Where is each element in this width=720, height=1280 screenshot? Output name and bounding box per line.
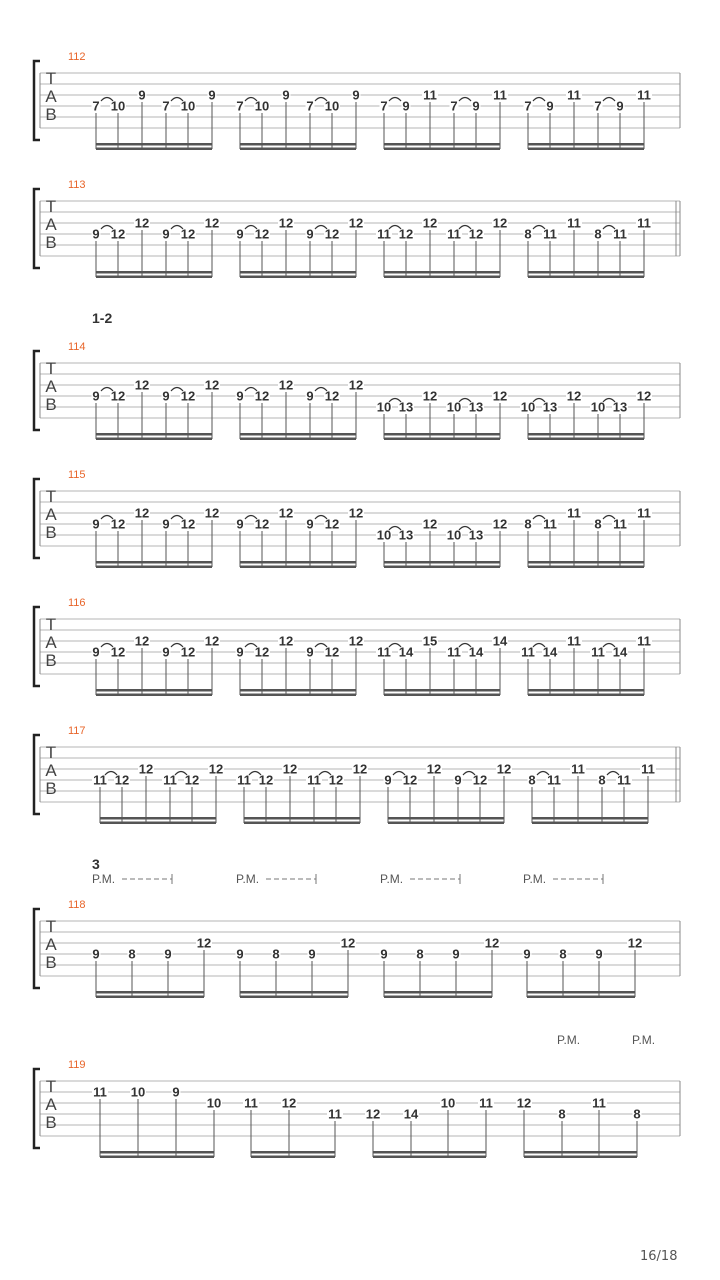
fret-number: 11 [543,516,557,532]
fret-number: 14 [468,644,484,660]
repeat-ending-label: 3 [92,856,100,872]
beam-secondary [384,148,500,151]
fret-number: 14 [542,644,558,660]
tab-clef-letter: T [45,917,57,936]
fret-number: 12 [281,1095,297,1111]
tab-clef-letter: T [45,615,57,634]
fret-number: 11 [543,226,557,242]
beam-secondary [528,566,644,569]
beam-secondary [240,996,348,999]
fret-number: 11 [591,644,605,660]
fret-number: 12 [278,505,294,521]
fret-number: 11 [244,1095,258,1111]
tab-clef-letter: A [45,377,57,396]
beam-primary [244,817,360,820]
slur-mark [603,98,615,102]
beam-secondary [96,694,212,697]
beam-secondary [384,276,500,279]
tab-clef-letter: B [45,233,57,252]
fret-number: 12 [180,516,196,532]
fret-number: 13 [468,527,484,543]
beam-primary [532,817,648,820]
fret-number: 9 [352,87,360,103]
measure-number: 112 [68,51,86,63]
fret-number: 12 [254,516,270,532]
beam-secondary [96,276,212,279]
fret-number: 12 [472,772,488,788]
beam-secondary [240,438,356,441]
palm-mute-label: P.M. [632,1033,656,1047]
beam-primary [528,433,644,436]
fret-number: 13 [398,527,414,543]
fret-number: 15 [422,633,438,649]
fret-number: 12 [492,388,508,404]
palm-mute-label: P.M. [236,872,260,886]
beam-secondary [528,438,644,441]
fret-number: 9 [306,226,314,242]
fret-number: 11 [567,633,581,649]
fret-number: 10 [446,527,462,543]
fret-number: 11 [307,772,321,788]
fret-number: 12 [254,388,270,404]
fret-number: 13 [398,399,414,415]
fret-number: 12 [426,761,442,777]
tab-clef-letter: T [45,359,57,378]
fret-number: 11 [447,644,461,660]
beam-secondary [528,148,644,151]
beam-secondary [384,438,500,441]
beam-primary [100,817,216,820]
fret-number: 12 [114,772,130,788]
fret-number: 12 [468,226,484,242]
measure-number: 117 [68,725,86,737]
fret-number: 12 [196,935,212,951]
beam-primary [96,271,212,274]
fret-number: 12 [516,1095,532,1111]
beam-primary [527,991,635,994]
fret-number: 9 [616,98,624,114]
fret-number: 11 [93,1084,107,1100]
tab-clef-letter: B [45,651,57,670]
fret-number: 9 [306,388,314,404]
tab-clef-letter: B [45,953,57,972]
fret-number: 11 [479,1095,493,1111]
fret-number: 10 [110,98,126,114]
fret-number: 10 [206,1095,222,1111]
fret-number: 8 [524,226,532,242]
fret-number: 7 [236,98,244,114]
fret-number: 12 [324,388,340,404]
fret-number: 11 [447,226,461,242]
beam-secondary [96,566,212,569]
fret-number: 9 [162,516,170,532]
fret-number: 8 [633,1106,641,1122]
fret-number: 12 [627,935,643,951]
beam-primary [373,1151,486,1154]
fret-number: 12 [184,772,200,788]
fret-number: 11 [163,772,177,788]
palm-mute-label: P.M. [380,872,404,886]
fret-number: 9 [236,644,244,660]
fret-number: 12 [282,761,298,777]
fret-number: 12 [258,772,274,788]
beam-primary [524,1151,637,1154]
system-bracket [34,1069,40,1148]
beam-secondary [240,566,356,569]
fret-number: 11 [377,226,391,242]
beam-primary [528,143,644,146]
tab-clef-letter: T [45,1077,57,1096]
beam-primary [96,433,212,436]
beam-primary [240,271,356,274]
fret-number: 11 [567,215,581,231]
fret-number: 8 [528,772,536,788]
fret-number: 11 [567,87,581,103]
fret-number: 12 [110,644,126,660]
beam-secondary [244,822,360,825]
fret-number: 12 [180,644,196,660]
tab-clef-letter: A [45,633,57,652]
tab-clef-letter: A [45,761,57,780]
system-bracket [34,351,40,430]
fret-number: 9 [236,226,244,242]
beam-secondary [373,1156,486,1159]
fret-number: 12 [340,935,356,951]
fret-number: 14 [403,1106,419,1122]
slur-mark [389,98,401,102]
beam-primary [384,561,500,564]
beam-primary [240,991,348,994]
beam-secondary [388,822,504,825]
beam-secondary [524,1156,637,1159]
beam-primary [96,561,212,564]
beam-secondary [251,1156,335,1159]
measure-number: 116 [68,597,86,609]
beam-secondary [240,694,356,697]
fret-number: 12 [208,761,224,777]
fret-number: 12 [402,772,418,788]
fret-number: 8 [272,946,280,962]
fret-number: 7 [92,98,100,114]
fret-number: 9 [402,98,410,114]
beam-primary [384,271,500,274]
fret-number: 12 [566,388,582,404]
beam-secondary [240,148,356,151]
repeat-ending-label: 1-2 [92,310,113,326]
fret-number: 12 [134,633,150,649]
system-bracket [34,189,40,268]
fret-number: 9 [162,226,170,242]
beam-secondary [384,996,492,999]
measure-number: 115 [68,469,86,481]
fret-number: 8 [128,946,136,962]
fret-number: 10 [520,399,536,415]
fret-number: 8 [524,516,532,532]
beam-primary [388,817,504,820]
fret-number: 9 [546,98,554,114]
fret-number: 11 [617,772,631,788]
fret-number: 11 [547,772,561,788]
fret-number: 9 [236,388,244,404]
beam-primary [528,271,644,274]
fret-number: 9 [162,644,170,660]
fret-number: 12 [134,505,150,521]
fret-number: 11 [637,633,651,649]
fret-number: 10 [180,98,196,114]
fret-number: 11 [613,226,627,242]
fret-number: 11 [493,87,507,103]
fret-number: 11 [592,1095,606,1111]
fret-number: 10 [130,1084,146,1100]
tab-clef-letter: A [45,215,57,234]
fret-number: 8 [594,516,602,532]
fret-number: 11 [637,215,651,231]
beam-primary [384,143,500,146]
fret-number: 14 [492,633,508,649]
beam-primary [251,1151,335,1154]
beam-primary [240,143,356,146]
fret-number: 12 [134,215,150,231]
fret-number: 12 [348,215,364,231]
beam-primary [240,433,356,436]
fret-number: 9 [162,388,170,404]
tab-clef-letter: B [45,523,57,542]
system-bracket [34,909,40,988]
page-number: 16/18 [640,1249,678,1264]
fret-number: 12 [254,644,270,660]
fret-number: 12 [204,377,220,393]
fret-number: 12 [204,215,220,231]
fret-number: 13 [612,399,628,415]
fret-number: 12 [492,215,508,231]
fret-number: 12 [110,516,126,532]
fret-number: 9 [454,772,462,788]
fret-number: 10 [590,399,606,415]
beam-secondary [532,822,648,825]
fret-number: 12 [204,633,220,649]
fret-number: 12 [138,761,154,777]
fret-number: 13 [542,399,558,415]
system-bracket [34,607,40,686]
fret-number: 12 [324,644,340,660]
fret-number: 13 [468,399,484,415]
fret-number: 14 [398,644,414,660]
tab-clef-letter: A [45,505,57,524]
fret-number: 12 [110,388,126,404]
fret-number: 9 [172,1084,180,1100]
fret-number: 10 [324,98,340,114]
tab-clef-letter: B [45,779,57,798]
fret-number: 10 [440,1095,456,1111]
fret-number: 8 [594,226,602,242]
beam-secondary [100,822,216,825]
fret-number: 7 [162,98,170,114]
fret-number: 9 [308,946,316,962]
tab-clef-letter: T [45,487,57,506]
fret-number: 9 [306,516,314,532]
fret-number: 11 [637,87,651,103]
fret-number: 11 [613,516,627,532]
fret-number: 7 [524,98,532,114]
system-bracket [34,61,40,140]
measure-number: 118 [68,899,86,911]
fret-number: 12 [134,377,150,393]
fret-number: 9 [236,516,244,532]
fret-number: 9 [236,946,244,962]
fret-number: 12 [484,935,500,951]
fret-number: 9 [282,87,290,103]
fret-number: 7 [380,98,388,114]
fret-number: 11 [328,1106,342,1122]
tab-clef-letter: T [45,197,57,216]
beam-primary [96,991,204,994]
fret-number: 9 [595,946,603,962]
palm-mute-label: P.M. [92,872,116,886]
fret-number: 11 [237,772,251,788]
beam-secondary [384,694,500,697]
fret-number: 11 [423,87,437,103]
fret-number: 7 [594,98,602,114]
fret-number: 9 [306,644,314,660]
fret-number: 12 [180,226,196,242]
beam-primary [384,689,500,692]
fret-number: 12 [348,633,364,649]
fret-number: 8 [598,772,606,788]
measure-number: 114 [68,341,86,353]
palm-mute-label: P.M. [523,872,547,886]
fret-number: 11 [567,505,581,521]
fret-number: 9 [164,946,172,962]
fret-number: 12 [278,633,294,649]
tab-clef-letter: B [45,1113,57,1132]
fret-number: 12 [398,226,414,242]
beam-secondary [384,566,500,569]
beam-secondary [528,276,644,279]
fret-number: 12 [422,516,438,532]
fret-number: 9 [92,388,100,404]
fret-number: 12 [492,516,508,532]
fret-number: 12 [365,1106,381,1122]
fret-number: 9 [208,87,216,103]
fret-number: 9 [92,644,100,660]
tab-clef-letter: A [45,1095,57,1114]
beam-secondary [96,148,212,151]
fret-number: 9 [138,87,146,103]
beam-primary [528,561,644,564]
fret-number: 9 [523,946,531,962]
slur-mark [533,98,545,102]
fret-number: 9 [472,98,480,114]
fret-number: 12 [204,505,220,521]
fret-number: 11 [377,644,391,660]
fret-number: 11 [571,761,585,777]
system-bracket [34,479,40,558]
beam-primary [96,689,212,692]
tab-clef-letter: A [45,87,57,106]
fret-number: 11 [641,761,655,777]
fret-number: 12 [278,215,294,231]
beam-primary [100,1151,214,1154]
palm-mute-label: P.M. [557,1033,581,1047]
fret-number: 10 [376,527,392,543]
fret-number: 12 [180,388,196,404]
beam-secondary [96,438,212,441]
fret-number: 8 [558,1106,566,1122]
fret-number: 11 [93,772,107,788]
fret-number: 12 [254,226,270,242]
fret-number: 12 [422,388,438,404]
fret-number: 7 [306,98,314,114]
fret-number: 10 [446,399,462,415]
beam-secondary [240,276,356,279]
fret-number: 9 [384,772,392,788]
fret-number: 9 [452,946,460,962]
fret-number: 12 [278,377,294,393]
tab-clef-letter: A [45,935,57,954]
fret-number: 12 [422,215,438,231]
fret-number: 9 [92,946,100,962]
beam-secondary [528,694,644,697]
fret-number: 7 [450,98,458,114]
beam-primary [384,991,492,994]
beam-secondary [100,1156,214,1159]
fret-number: 10 [376,399,392,415]
measure-number: 113 [68,179,86,191]
beam-primary [240,561,356,564]
measure-number: 119 [68,1059,86,1071]
tab-clef-letter: T [45,69,57,88]
fret-number: 12 [110,226,126,242]
beam-secondary [96,996,204,999]
system-bracket [34,735,40,814]
fret-number: 11 [637,505,651,521]
fret-number: 14 [612,644,628,660]
tab-clef-letter: B [45,105,57,124]
fret-number: 9 [92,516,100,532]
fret-number: 8 [559,946,567,962]
fret-number: 11 [521,644,535,660]
beam-primary [96,143,212,146]
fret-number: 12 [348,377,364,393]
slur-mark [459,98,471,102]
beam-secondary [527,996,635,999]
fret-number: 12 [324,516,340,532]
tab-clef-letter: T [45,743,57,762]
tab-clef-letter: B [45,395,57,414]
beam-primary [528,689,644,692]
fret-number: 12 [324,226,340,242]
fret-number: 8 [416,946,424,962]
fret-number: 9 [92,226,100,242]
fret-number: 12 [348,505,364,521]
fret-number: 9 [380,946,388,962]
fret-number: 12 [636,388,652,404]
fret-number: 10 [254,98,270,114]
beam-primary [384,433,500,436]
fret-number: 12 [328,772,344,788]
beam-primary [240,689,356,692]
fret-number: 12 [352,761,368,777]
fret-number: 12 [496,761,512,777]
